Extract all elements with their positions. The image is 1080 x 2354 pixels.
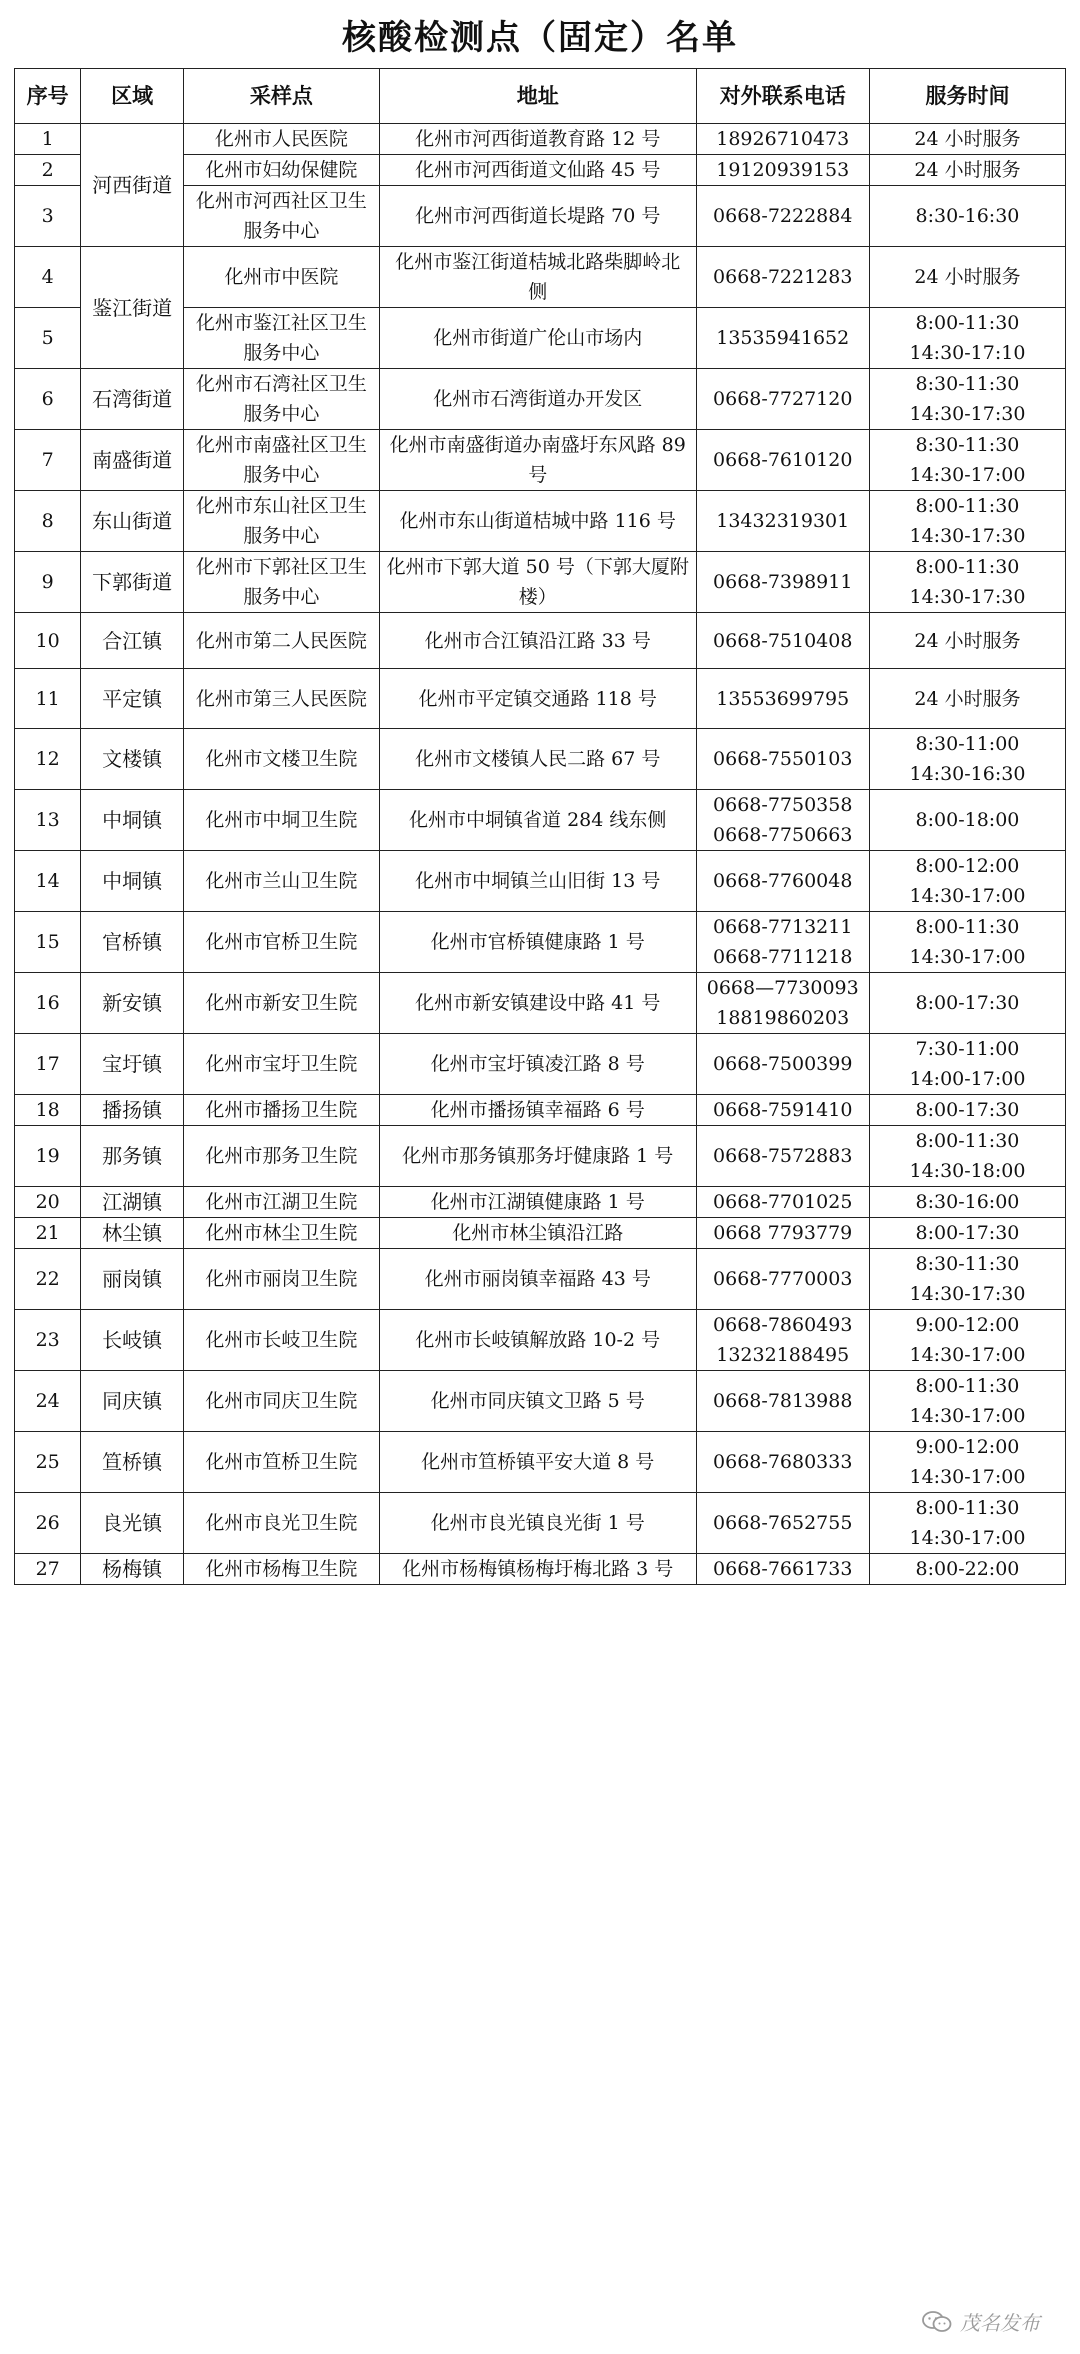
header-no: 序号 — [15, 69, 81, 124]
row-phone — [696, 1095, 869, 1126]
row-area: 合江镇 — [81, 613, 184, 669]
row-phone — [696, 1371, 869, 1432]
row-phone — [696, 1310, 869, 1371]
row-hours-line: 8:00-22:00 — [915, 1558, 1020, 1580]
row-phone — [696, 247, 869, 308]
row-hours — [869, 1034, 1065, 1095]
row-hours — [869, 247, 1065, 308]
row-phone-line: 13553699795 — [716, 687, 850, 710]
row-site: 化州市新安卫生院 — [183, 973, 379, 1034]
row-hours-line: 8:00-11:30 — [915, 312, 1020, 334]
row-phone — [696, 1432, 869, 1493]
row-address: 化州市南盛街道办南盛圩东风路 89 号 — [379, 430, 696, 491]
row-hours — [869, 124, 1065, 155]
row-number: 16 — [15, 973, 81, 1034]
table-body — [15, 124, 1066, 1585]
row-phone-line: 0668-7591410 — [713, 1099, 853, 1121]
row-hours — [869, 552, 1065, 613]
row-site: 化州市同庆卫生院 — [183, 1371, 379, 1432]
row-number: 22 — [15, 1249, 81, 1310]
row-hours-line: 14:30-17:30 — [909, 403, 1026, 425]
row-area: 杨梅镇 — [81, 1554, 184, 1585]
row-phone — [696, 1493, 869, 1554]
row-hours — [869, 308, 1065, 369]
row-number: 4 — [15, 247, 81, 308]
row-area: 河西街道 — [81, 124, 184, 247]
row-hours-line: 24 小时服务 — [914, 128, 1021, 150]
row-phone-line: 13232188495 — [716, 1344, 850, 1366]
row-site: 化州市兰山卫生院 — [183, 851, 379, 912]
row-phone — [696, 613, 869, 669]
row-area: 平定镇 — [81, 669, 184, 729]
row-hours-line: 9:00-12:00 — [915, 1436, 1020, 1458]
row-area: 笪桥镇 — [81, 1432, 184, 1493]
row-address: 化州市播扬镇幸福路 6 号 — [379, 1095, 696, 1126]
row-phone-line: 0668-7701025 — [713, 1191, 853, 1213]
row-number: 27 — [15, 1554, 81, 1585]
row-number: 14 — [15, 851, 81, 912]
row-site: 化州市第二人民医院 — [183, 613, 379, 669]
row-hours-line: 7:30-11:00 — [915, 1038, 1020, 1060]
row-phone-line: 0668-7398911 — [713, 571, 853, 593]
row-area: 官桥镇 — [81, 912, 184, 973]
row-area: 江湖镇 — [81, 1187, 184, 1218]
row-number: 3 — [15, 186, 81, 247]
row-address: 化州市长岐镇解放路 10-2 号 — [379, 1310, 696, 1371]
row-number: 18 — [15, 1095, 81, 1126]
row-phone — [696, 973, 869, 1034]
row-site: 化州市笪桥卫生院 — [183, 1432, 379, 1493]
row-phone-line: 0668-7727120 — [713, 388, 853, 410]
row-area: 南盛街道 — [81, 430, 184, 491]
row-address: 化州市丽岗镇幸福路 43 号 — [379, 1249, 696, 1310]
table-row — [15, 729, 1066, 790]
row-hours-line: 14:00-17:00 — [909, 1068, 1026, 1090]
row-hours-line: 8:00-17:30 — [915, 1222, 1020, 1244]
row-site: 化州市石湾社区卫生服务中心 — [183, 369, 379, 430]
row-site: 化州市东山社区卫生服务中心 — [183, 491, 379, 552]
row-site: 化州市中垌卫生院 — [183, 790, 379, 851]
row-site: 化州市下郭社区卫生服务中心 — [183, 552, 379, 613]
row-phone-line: 19120939153 — [716, 159, 850, 181]
row-phone — [696, 1218, 869, 1249]
table-row — [15, 790, 1066, 851]
header-site: 采样点 — [183, 69, 379, 124]
row-phone-line: 0668-7661733 — [713, 1558, 853, 1580]
row-hours-line: 14:30-17:30 — [909, 1283, 1026, 1305]
row-site: 化州市鉴江社区卫生服务中心 — [183, 308, 379, 369]
row-number: 21 — [15, 1218, 81, 1249]
row-address: 化州市鉴江街道桔城北路柴脚岭北侧 — [379, 247, 696, 308]
row-address: 化州市河西街道文仙路 45 号 — [379, 155, 696, 186]
row-phone — [696, 1249, 869, 1310]
row-site: 化州市杨梅卫生院 — [183, 1554, 379, 1585]
row-hours-line: 14:30-17:00 — [909, 1405, 1026, 1427]
row-hours — [869, 1310, 1065, 1371]
row-site: 化州市长岐卫生院 — [183, 1310, 379, 1371]
row-area: 下郭街道 — [81, 552, 184, 613]
row-hours-line: 8:00-11:30 — [915, 556, 1020, 578]
row-address: 化州市宝圩镇凌江路 8 号 — [379, 1034, 696, 1095]
row-site: 化州市那务卫生院 — [183, 1126, 379, 1187]
row-phone-line: 0668-7572883 — [713, 1145, 853, 1167]
row-phone-line: 0668-7770003 — [713, 1268, 853, 1290]
row-hours — [869, 1371, 1065, 1432]
row-hours — [869, 430, 1065, 491]
row-site: 化州市河西社区卫生服务中心 — [183, 186, 379, 247]
row-phone — [696, 1554, 869, 1585]
row-phone-line: 0668-7750663 — [713, 824, 853, 846]
row-number: 7 — [15, 430, 81, 491]
row-phone — [696, 851, 869, 912]
row-number: 2 — [15, 155, 81, 186]
row-hours — [869, 1493, 1065, 1554]
row-phone-line: 0668-7652755 — [713, 1512, 853, 1534]
row-hours-line: 14:30-17:00 — [909, 464, 1026, 486]
row-address: 化州市合江镇沿江路 33 号 — [379, 613, 696, 669]
row-hours — [869, 1554, 1065, 1585]
row-phone — [696, 369, 869, 430]
row-hours-line: 14:30-17:00 — [909, 885, 1026, 907]
row-number: 25 — [15, 1432, 81, 1493]
row-hours — [869, 1126, 1065, 1187]
row-site: 化州市文楼卫生院 — [183, 729, 379, 790]
row-hours-line: 14:30-17:00 — [909, 1527, 1026, 1549]
row-hours-line: 14:30-17:00 — [909, 946, 1026, 968]
row-phone-line: 0668-7750358 — [713, 794, 853, 816]
row-address: 化州市河西街道长堤路 70 号 — [379, 186, 696, 247]
row-phone-line: 13432319301 — [716, 510, 850, 532]
row-phone-line: 0668-7510408 — [713, 629, 853, 652]
table-row — [15, 1249, 1066, 1310]
row-phone — [696, 1034, 869, 1095]
row-site: 化州市南盛社区卫生服务中心 — [183, 430, 379, 491]
row-number: 6 — [15, 369, 81, 430]
row-site: 化州市林尘卫生院 — [183, 1218, 379, 1249]
table-row — [15, 1310, 1066, 1371]
row-area: 长岐镇 — [81, 1310, 184, 1371]
row-area: 同庆镇 — [81, 1371, 184, 1432]
row-hours-line: 14:30-17:30 — [909, 525, 1026, 547]
row-hours — [869, 1095, 1065, 1126]
row-hours-line: 8:00-11:30 — [915, 1130, 1020, 1152]
row-hours — [869, 790, 1065, 851]
row-address: 化州市林尘镇沿江路 — [379, 1218, 696, 1249]
row-address: 化州市良光镇良光街 1 号 — [379, 1493, 696, 1554]
row-address: 化州市同庆镇文卫路 5 号 — [379, 1371, 696, 1432]
row-site: 化州市宝圩卫生院 — [183, 1034, 379, 1095]
row-phone — [696, 729, 869, 790]
row-phone-line: 0668-7550103 — [713, 748, 853, 770]
table-row — [15, 1034, 1066, 1095]
row-number: 5 — [15, 308, 81, 369]
row-hours — [869, 851, 1065, 912]
row-hours — [869, 1432, 1065, 1493]
table-row — [15, 1554, 1066, 1585]
row-hours-line: 8:00-11:30 — [915, 1497, 1020, 1519]
row-phone — [696, 308, 869, 369]
row-hours — [869, 369, 1065, 430]
row-hours-line: 14:30-18:00 — [909, 1160, 1026, 1182]
row-hours — [869, 491, 1065, 552]
row-area: 播扬镇 — [81, 1095, 184, 1126]
row-phone-line: 13535941652 — [716, 327, 850, 349]
row-number: 23 — [15, 1310, 81, 1371]
watermark — [922, 2307, 1040, 2336]
row-address: 化州市那务镇那务圩健康路 1 号 — [379, 1126, 696, 1187]
row-hours-line: 8:30-16:30 — [915, 205, 1020, 227]
row-site: 化州市丽岗卫生院 — [183, 1249, 379, 1310]
row-number: 8 — [15, 491, 81, 552]
table-row — [15, 1095, 1066, 1126]
table-row — [15, 1126, 1066, 1187]
header-address: 地址 — [379, 69, 696, 124]
row-hours-line: 14:30-17:00 — [909, 1466, 1026, 1488]
row-address: 化州市中垌镇兰山旧街 13 号 — [379, 851, 696, 912]
row-site: 化州市江湖卫生院 — [183, 1187, 379, 1218]
row-address: 化州市官桥镇健康路 1 号 — [379, 912, 696, 973]
row-address: 化州市河西街道教育路 12 号 — [379, 124, 696, 155]
table-row — [15, 430, 1066, 491]
row-hours — [869, 729, 1065, 790]
row-number: 10 — [15, 613, 81, 669]
row-phone — [696, 912, 869, 973]
row-site: 化州市播扬卫生院 — [183, 1095, 379, 1126]
row-hours-line: 14:30-17:00 — [909, 1344, 1026, 1366]
row-hours-line: 24 小时服务 — [914, 629, 1021, 652]
row-hours — [869, 912, 1065, 973]
row-phone — [696, 430, 869, 491]
row-hours-line: 14:30-16:30 — [909, 763, 1026, 785]
row-phone — [696, 124, 869, 155]
row-phone-line: 0668-7711218 — [713, 946, 853, 968]
row-phone — [696, 1126, 869, 1187]
row-number: 9 — [15, 552, 81, 613]
row-phone-line: 0668-7680333 — [713, 1451, 853, 1473]
row-phone-line: 0668—7730093 — [706, 977, 859, 999]
row-phone — [696, 669, 869, 729]
row-hours-line: 8:30-16:00 — [915, 1191, 1020, 1213]
header-hours: 服务时间 — [869, 69, 1065, 124]
table-row — [15, 1493, 1066, 1554]
row-number: 19 — [15, 1126, 81, 1187]
table-row — [15, 247, 1066, 308]
row-site: 化州市良光卫生院 — [183, 1493, 379, 1554]
table-row — [15, 851, 1066, 912]
row-phone-line: 18926710473 — [716, 128, 850, 150]
row-number: 13 — [15, 790, 81, 851]
row-phone-line: 0668-7860493 — [713, 1314, 853, 1336]
row-phone-line: 0668-7222884 — [713, 205, 853, 227]
row-hours-line: 8:30-11:30 — [915, 373, 1020, 395]
row-site: 化州市第三人民医院 — [183, 669, 379, 729]
row-hours-line: 8:30-11:00 — [915, 733, 1020, 755]
row-number: 17 — [15, 1034, 81, 1095]
row-hours — [869, 669, 1065, 729]
row-hours-line: 24 小时服务 — [914, 159, 1021, 181]
row-hours-line: 8:00-11:30 — [915, 1375, 1020, 1397]
row-number: 20 — [15, 1187, 81, 1218]
row-hours — [869, 1249, 1065, 1310]
row-area: 中垌镇 — [81, 851, 184, 912]
row-address: 化州市文楼镇人民二路 67 号 — [379, 729, 696, 790]
row-hours-line: 8:00-11:30 — [915, 916, 1020, 938]
row-hours-line: 8:00-11:30 — [915, 495, 1020, 517]
row-address: 化州市石湾街道办开发区 — [379, 369, 696, 430]
row-hours — [869, 1218, 1065, 1249]
row-address: 化州市新安镇建设中路 41 号 — [379, 973, 696, 1034]
row-number: 24 — [15, 1371, 81, 1432]
row-phone-line: 0668-7813988 — [713, 1390, 853, 1412]
row-area: 那务镇 — [81, 1126, 184, 1187]
row-hours — [869, 155, 1065, 186]
row-phone-line: 0668-7500399 — [713, 1053, 853, 1075]
row-site: 化州市中医院 — [183, 247, 379, 308]
row-area: 新安镇 — [81, 973, 184, 1034]
row-hours-line: 8:00-18:00 — [915, 809, 1020, 831]
row-hours-line: 8:00-17:30 — [915, 992, 1020, 1014]
row-number: 11 — [15, 669, 81, 729]
row-area: 文楼镇 — [81, 729, 184, 790]
row-area: 东山街道 — [81, 491, 184, 552]
row-phone-line: 0668 7793779 — [713, 1222, 853, 1244]
table-row — [15, 1371, 1066, 1432]
row-hours — [869, 973, 1065, 1034]
row-area: 鉴江街道 — [81, 247, 184, 369]
row-address: 化州市中垌镇省道 284 线东侧 — [379, 790, 696, 851]
row-hours-line: 24 小时服务 — [914, 687, 1021, 710]
row-number: 26 — [15, 1493, 81, 1554]
row-area: 石湾街道 — [81, 369, 184, 430]
header-phone: 对外联系电话 — [696, 69, 869, 124]
row-hours-line: 14:30-17:10 — [909, 342, 1026, 364]
row-address: 化州市东山街道桔城中路 116 号 — [379, 491, 696, 552]
row-hours-line: 8:30-11:30 — [915, 1253, 1020, 1275]
row-hours — [869, 1187, 1065, 1218]
table-header-row — [15, 69, 1066, 124]
row-hours-line: 8:00-17:30 — [915, 1099, 1020, 1121]
row-area: 中垌镇 — [81, 790, 184, 851]
table-row — [15, 491, 1066, 552]
row-hours-line: 24 小时服务 — [914, 266, 1021, 288]
row-phone — [696, 790, 869, 851]
row-area: 丽岗镇 — [81, 1249, 184, 1310]
row-site: 化州市官桥卫生院 — [183, 912, 379, 973]
row-phone — [696, 552, 869, 613]
wechat-icon — [922, 2311, 952, 2333]
row-hours-line: 9:00-12:00 — [915, 1314, 1020, 1336]
header-area: 区域 — [81, 69, 184, 124]
row-address: 化州市街道广伦山市场内 — [379, 308, 696, 369]
table-row — [15, 1218, 1066, 1249]
row-phone — [696, 186, 869, 247]
row-site: 化州市人民医院 — [183, 124, 379, 155]
row-hours-line: 8:30-11:30 — [915, 434, 1020, 456]
table-row — [15, 124, 1066, 155]
table-row — [15, 369, 1066, 430]
table-row — [15, 552, 1066, 613]
row-number: 12 — [15, 729, 81, 790]
row-area: 宝圩镇 — [81, 1034, 184, 1095]
row-site: 化州市妇幼保健院 — [183, 155, 379, 186]
row-phone — [696, 155, 869, 186]
row-phone — [696, 1187, 869, 1218]
row-address: 化州市下郭大道 50 号（下郭大厦附楼） — [379, 552, 696, 613]
table-row — [15, 1187, 1066, 1218]
table-row — [15, 1432, 1066, 1493]
row-hours-line: 8:00-12:00 — [915, 855, 1020, 877]
row-hours-line: 14:30-17:30 — [909, 586, 1026, 608]
row-phone-line: 0668-7610120 — [713, 449, 853, 471]
row-area: 林尘镇 — [81, 1218, 184, 1249]
row-phone-line: 0668-7760048 — [713, 870, 853, 892]
row-address: 化州市江湖镇健康路 1 号 — [379, 1187, 696, 1218]
table-row — [15, 613, 1066, 669]
row-phone-line: 18819860203 — [716, 1007, 850, 1029]
row-number: 1 — [15, 124, 81, 155]
testing-sites-table — [14, 68, 1066, 1585]
table-row — [15, 973, 1066, 1034]
row-hours — [869, 613, 1065, 669]
row-area: 良光镇 — [81, 1493, 184, 1554]
row-address: 化州市杨梅镇杨梅圩梅北路 3 号 — [379, 1554, 696, 1585]
page-title: 核酸检测点（固定）名单 — [342, 18, 738, 58]
row-phone — [696, 491, 869, 552]
table-row — [15, 912, 1066, 973]
watermark-text: 茂名发布 — [960, 2311, 1040, 2335]
row-address: 化州市笪桥镇平安大道 8 号 — [379, 1432, 696, 1493]
row-phone-line: 0668-7713211 — [713, 916, 853, 938]
row-hours — [869, 186, 1065, 247]
row-number: 15 — [15, 912, 81, 973]
row-address: 化州市平定镇交通路 118 号 — [379, 669, 696, 729]
row-phone-line: 0668-7221283 — [713, 266, 853, 288]
table-row — [15, 669, 1066, 729]
